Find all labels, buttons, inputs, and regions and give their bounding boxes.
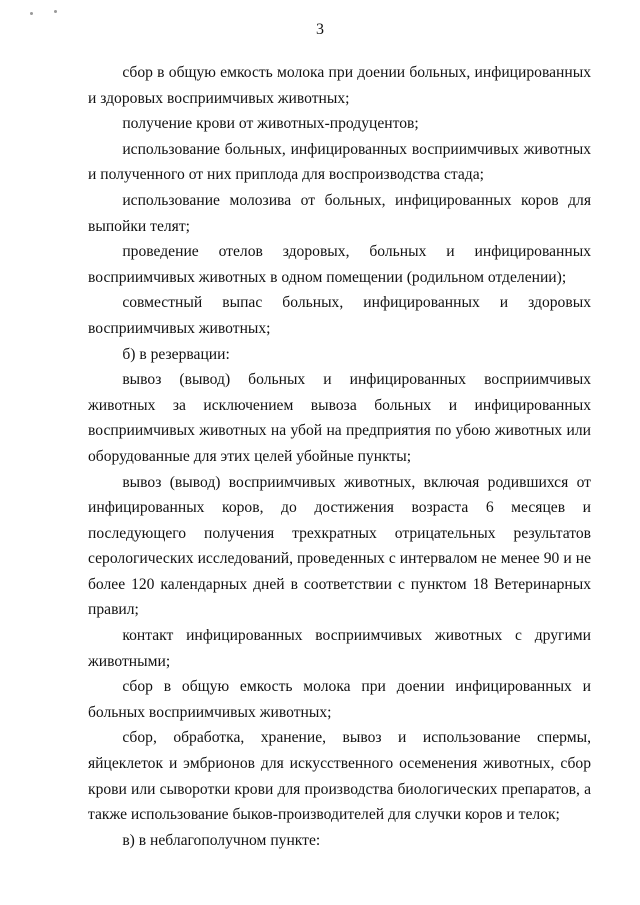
paragraph: сбор в общую емкость молока при доении инфицированных и больных восприимчивых животных; [88,678,591,721]
paragraph: вывоз (вывод) восприимчивых животных, включая родившихся от инфицированных коров, до достижения возраста 6 месяцев и последующего получения трехкратных отрицательных результатов серологических исследований, проведенных с интервалом не менее 90 и не более 120 календарных дней в соответствии с пунктом 18 Ветеринарных правил; [88,473,591,619]
section-heading-b: б) в резервации: [122,345,230,363]
paragraph: использование больных, инфицированных восприимчивых животных и полученного от них приплода для воспроизводства стада; [88,140,591,184]
section-heading-v: в) в неблагополучном пункте: [122,831,321,849]
scan-dot [54,10,57,13]
paragraph: получение крови от животных-продуцентов; [122,115,419,133]
paragraph: сбор, обработка, хранение, вывоз и использование спермы, яйцеклеток и эмбрионов для искусственного осеменения животных, сбор крови или сыворотки крови для производства биологических препаратов, а также использование быков-производителей для случки коров и телок; [88,729,591,824]
scan-dot [30,12,33,15]
page-number: 3 [316,21,324,38]
paragraph: проведение отелов здоровых, больных и инфицированных восприимчивых животных в одном помещении (родильном отделении); [88,243,591,286]
paragraph: вывоз (вывод) больных и инфицированных восприимчивых животных за исключением вывоза больных и инфицированных восприимчивых животных на убой на предприятия по убою животных или оборудованные для этих целей убойные пункты; [88,371,591,465]
paragraph: совместный выпас больных, инфицированных и здоровых восприимчивых животных; [88,294,591,337]
scan-artifact-marks [30,10,70,18]
paragraph: использование молозива от больных, инфицированных коров для выпойки телят; [88,191,591,235]
paragraph: контакт инфицированных восприимчивых животных с другими животными; [88,627,591,670]
paragraph: сбор в общую емкость молока при доении больных, инфицированных и здоровых восприимчивых животных; [88,64,591,107]
document-body [88,60,591,853]
